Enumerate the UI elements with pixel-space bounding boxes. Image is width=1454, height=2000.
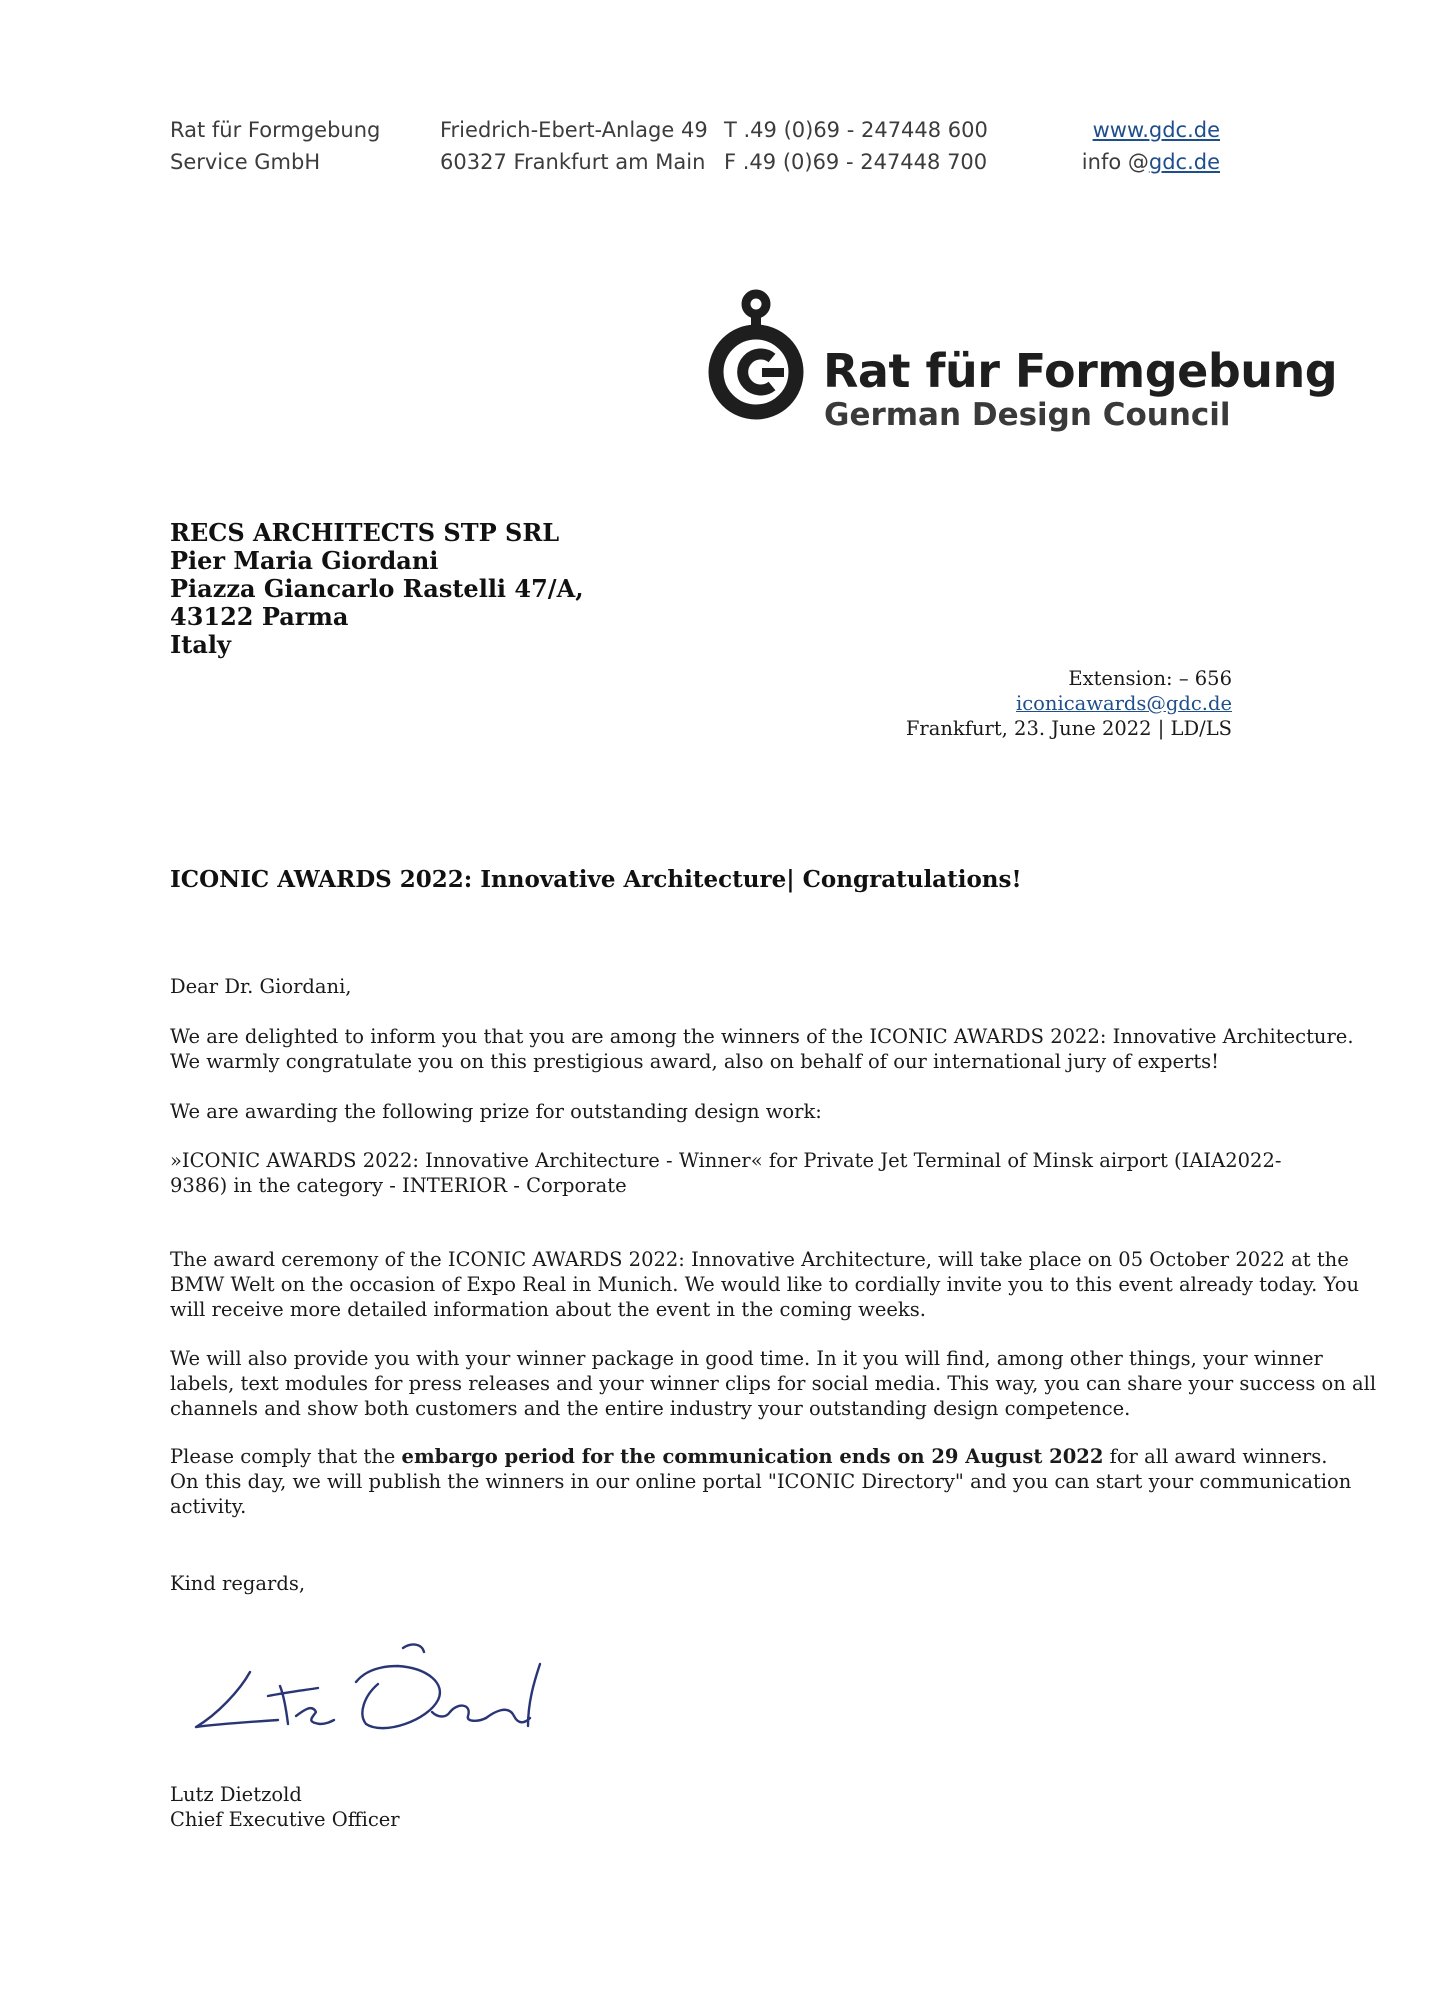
date-line: Frankfurt, 23. June 2022 | LD/LS bbox=[905, 717, 1232, 740]
recipient-street: Piazza Giancarlo Rastelli 47/A, bbox=[170, 574, 584, 603]
letterhead-web bbox=[1082, 114, 1220, 178]
paragraph-4 bbox=[170, 1247, 1359, 1322]
salutation: Dear Dr. Giordani, bbox=[170, 975, 352, 998]
paragraph-3-line-1: »ICONIC AWARDS 2022: Innovative Architecture - Winner« for Private Jet Terminal of Minsk airport (IAIA2022- bbox=[170, 1149, 1282, 1172]
paragraph-5 bbox=[170, 1346, 1376, 1421]
paragraph-4-line-3: will receive more detailed information about the event in the coming weeks. bbox=[170, 1298, 926, 1321]
email-domain-link[interactable]: gdc.de bbox=[1148, 150, 1220, 174]
paragraph-5-line-3: channels and show both customers and the entire industry your outstanding design competence. bbox=[170, 1397, 1131, 1420]
paragraph-6-post: for all award winners. bbox=[1103, 1445, 1328, 1468]
reference-email-link[interactable]: iconicawards@gdc.de bbox=[1016, 692, 1232, 715]
logo-subtitle: German Design Council bbox=[824, 397, 1231, 433]
recipient-address bbox=[170, 519, 584, 659]
paragraph-4-line-2: BMW Welt on the occasion of Expo Real in Munich. We would like to cordially invite you to this event already today. You bbox=[170, 1273, 1360, 1296]
letterhead-company bbox=[170, 114, 380, 178]
recipient-city: 43122 Parma bbox=[170, 602, 349, 631]
paragraph-5-line-1: We will also provide you with your winner package in good time. In it you will find, among other things, your winner bbox=[170, 1347, 1323, 1370]
paragraph-6-line-3: activity. bbox=[170, 1495, 247, 1518]
logo-title: Rat für Formgebung bbox=[823, 344, 1338, 398]
recipient-company: RECS ARCHITECTS STP SRL bbox=[170, 518, 560, 547]
closing: Kind regards, bbox=[170, 1572, 306, 1595]
paragraph-1-line-1: We are delighted to inform you that you are among the winners of the ICONIC AWARDS 2022: Innovative Architecture. bbox=[170, 1025, 1354, 1048]
phone-number: T .49 (0)69 - 247448 600 bbox=[724, 118, 988, 142]
company-line-1: Rat für Formgebung bbox=[170, 118, 381, 142]
paragraph-1-line-2: We warmly congratulate you on this prestigious award, also on behalf of our international jury of experts! bbox=[170, 1050, 1220, 1073]
paragraph-6-pre: Please comply that the bbox=[170, 1445, 402, 1468]
letterhead-phone-fax bbox=[724, 114, 988, 178]
letterhead-address bbox=[440, 114, 708, 178]
email-prefix: info @ bbox=[1081, 150, 1149, 174]
paragraph-6-line-2: On this day, we will publish the winners in our online portal "ICONIC Directory" and you can start your communication bbox=[170, 1470, 1352, 1493]
signatory-name: Lutz Dietzold bbox=[170, 1783, 302, 1806]
paragraph-6-line-1 bbox=[170, 1444, 1351, 1469]
subject-line: ICONIC AWARDS 2022: Innovative Architecture| Congratulations! bbox=[170, 866, 1022, 893]
signatory-title: Chief Executive Officer bbox=[170, 1808, 400, 1831]
paragraph-2: We are awarding the following prize for outstanding design work: bbox=[170, 1100, 822, 1123]
fax-number: F .49 (0)69 - 247448 700 bbox=[724, 150, 988, 174]
gdc-logo-mark bbox=[706, 288, 810, 422]
extension: Extension: – 656 bbox=[1068, 667, 1232, 690]
signature-drawing bbox=[188, 1632, 558, 1752]
paragraph-5-line-2: labels, text modules for press releases and your winner clips for social media. This way, you can share your success on all bbox=[170, 1372, 1377, 1395]
paragraph-1 bbox=[170, 1024, 1354, 1074]
company-line-2: Service GmbH bbox=[170, 150, 321, 174]
website-link[interactable]: www.gdc.de bbox=[1092, 118, 1220, 142]
embargo-notice: embargo period for the communication ends on 29 August 2022 bbox=[401, 1445, 1104, 1468]
reference-block bbox=[906, 666, 1232, 741]
paragraph-3-line-2: 9386) in the category - INTERIOR - Corporate bbox=[170, 1174, 627, 1197]
street-address: Friedrich-Ebert-Anlage 49 bbox=[440, 118, 708, 142]
signatory bbox=[170, 1782, 400, 1832]
recipient-name: Pier Maria Giordani bbox=[170, 546, 439, 575]
city-address: 60327 Frankfurt am Main bbox=[440, 150, 706, 174]
handwritten-signature bbox=[188, 1632, 558, 1752]
paragraph-6 bbox=[170, 1444, 1351, 1519]
gdc-emblem-icon bbox=[706, 288, 810, 422]
paragraph-4-line-1: The award ceremony of the ICONIC AWARDS 2022: Innovative Architecture, will take place on 05 October 2022 at the bbox=[170, 1248, 1349, 1271]
recipient-country: Italy bbox=[170, 630, 231, 659]
paragraph-3 bbox=[170, 1148, 1281, 1198]
